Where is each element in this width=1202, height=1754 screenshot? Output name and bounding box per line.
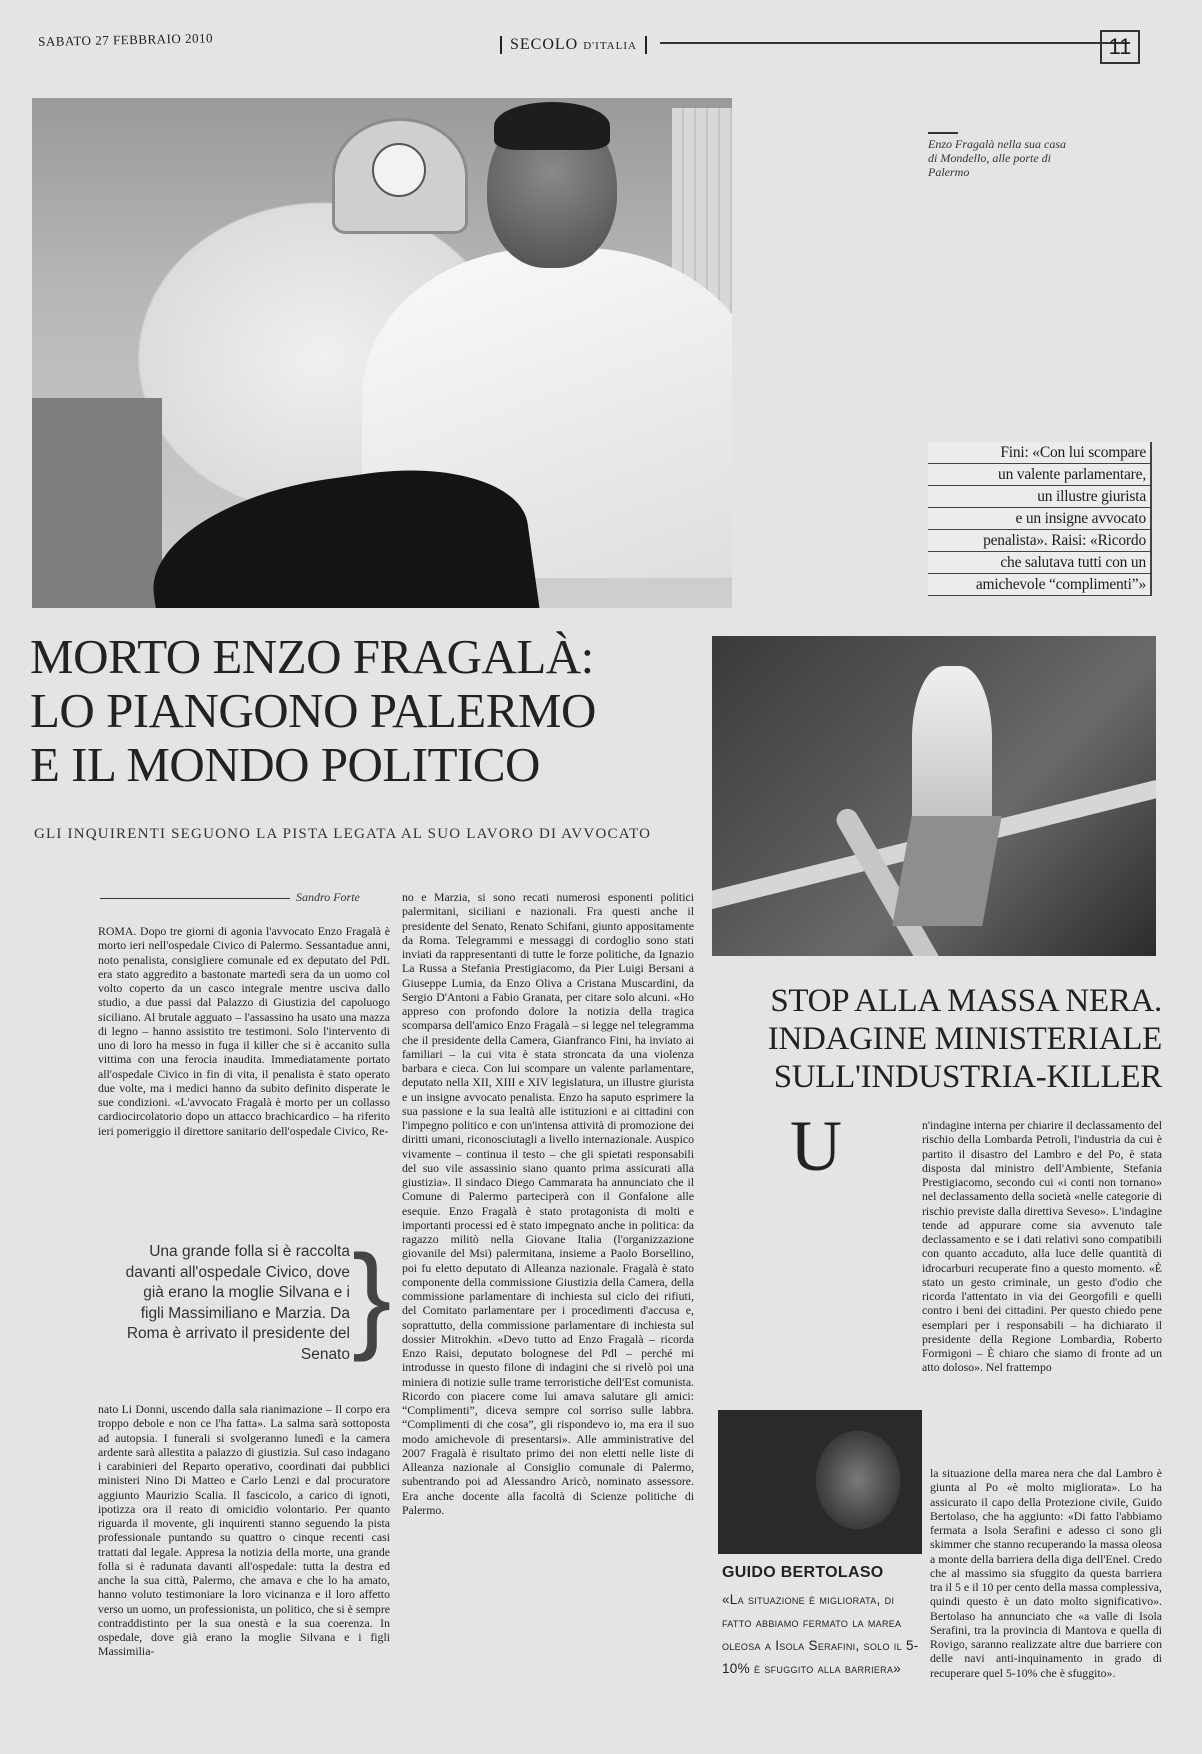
- quote-line: che salutava tutti con un: [928, 552, 1150, 574]
- article-column-2: [402, 890, 694, 1517]
- headline-line: LO PIANGONO PALERMO: [30, 683, 596, 738]
- byline-rule: [100, 898, 290, 899]
- article-text: n'indagine interna per chiarire il declassamento del rischio della Lombarda Petroli, l'industria da cui è partito il disastro del Lambro e del Po, è stata disposta dal ministro dell'Ambiente, Stefania Prestigiacomo, secondo cui «i conti non tornano» nel declassamento della società «nelle categorie di rischio previste dalla direttiva Seveso». L'indagine tende ad appurare come sia avvenuto tale declassamento e se i dati relativi sono compatibili con quanto accaduto, alla luce delle quantità di idrocarburi recuperate fino a questo momento. «È stato un gesto criminale, un gesto d'odio che ricorda l'attentato in via dei Georgofili e quelli contro i beni dei cittadini. Per questo chiedo pene esemplari per i responsabili – ha dichiarato il presidente della Regione Lombardia, Roberto Formigoni – È chiaro che siamo di fronte ad un atto doloso». Nel frattempo: [922, 1118, 1162, 1375]
- article-text: la situazione della marea nera che dal Lambro è giunta al Po «è molto migliorata». Lo ha assicurato il capo della Protezione civile, Guido Bertolaso, che ha aggiunto: «Di fatto l'abbiamo fermata a Isola Serafini e adesso ci sono gli skimmer che stanno recuperando la massa oleosa a monte della barriera della diga dell'Enel. Credo che al massimo sia sfuggito da questa barriera tra il 5 e il 10 per cento della massa complessiva, quindi questo è un dato molto significativo». Bertolaso ha annunciato che «a valle di Isola Serafini, tra la provincia di Mantova e quella di Rovigo, saranno realizzate altre due barriere con delle navi anti-inquinamento in grado di recuperare quel 5-10% che è sfuggito».: [930, 1466, 1162, 1680]
- caption-dash: [928, 132, 958, 134]
- masthead-title: SECOLO: [510, 36, 579, 53]
- masthead-subtitle: D'ITALIA: [583, 40, 637, 52]
- quote-line: un illustre giurista: [928, 486, 1150, 508]
- main-photo: [32, 98, 732, 608]
- masthead: [500, 36, 647, 54]
- issue-date: SABATO 27 FEBBRAIO 2010: [38, 30, 214, 49]
- photo-clock-face: [372, 143, 426, 197]
- article-column-1-continued: [98, 1402, 390, 1659]
- main-headline: [30, 630, 700, 792]
- pull-quote: Una grande folla si è raccolta davanti all'ospedale Civico, dove già erano la moglie Silvana e i figli Massimiliano e Marzia. Da Roma è arrivato il presidente del Senato: [125, 1243, 350, 1363]
- subheadline: GLI INQUIRENTI SEGUONO LA PISTA LEGATA AL SUO LAVORO DI AVVOCATO: [34, 826, 652, 842]
- quote-box: [928, 442, 1152, 596]
- header-rule: [660, 42, 1130, 44]
- quote-line: un valente parlamentare,: [928, 464, 1150, 486]
- second-headline: [716, 982, 1162, 1096]
- quote-line: penalista». Raisi: «Ricordo: [928, 530, 1150, 552]
- headline-line: E IL MONDO POLITICO: [30, 737, 540, 792]
- quote-line: amichevole “complimenti”»: [928, 574, 1150, 596]
- second-article-column-continued: [930, 1466, 1162, 1680]
- headline-line: MORTO ENZO FRAGALÀ:: [30, 629, 594, 684]
- quote-line: Fini: «Con lui scompare: [928, 442, 1150, 464]
- second-article-column: [922, 1118, 1162, 1375]
- article-text: nato Li Donni, uscendo dalla sala rianimazione – Il corpo era troppo debole e non ce l'ha fatta». La salma sarà sottoposta ad autopsia. I funerali si svolgeranno lunedì e la camera ardente sarà allestita a palazzo di giustizia. Sul caso indagano i carabinieri del Reparto operativo, coordinati dai pubblici ministeri Nino Di Matteo e Carlo Lenzi e dal procuratore aggiunto Maurizio Scalia. Il fascicolo, a carico di ignoti, ipotizza ora il reato di omicidio volontario. Per quanto riguarda il movente, gli inquirenti stanno seguendo la pista professionale puntando su quattro o cinque recenti casi trattati dal legale. Appresa la notizia della morte, una grande folla si è radunata davanti all'ospedale: tutta la destra ed anche la sua città, Palermo, che amava e che lo ha amato, hanno voluto testimoniare la loro vicinanza e il loro affetto verso un uomo, un professionista, un politico, che si è sempre contraddistinto per la sua onestà e la sua coerenza. In ospedale, dove già erano la moglie Silvana e i figli Massimilia-: [98, 1402, 390, 1659]
- photo-caption-text: Enzo Fragalà nella sua casa di Mondello, alle porte di Palermo: [928, 137, 1066, 179]
- second-headline-line: INDAGINE MINISTERIALE: [767, 1021, 1162, 1057]
- second-headline-line: SULL'INDUSTRIA-KILLER: [773, 1059, 1162, 1095]
- photo-dark-corner: [32, 398, 162, 608]
- oil-spill-photo: [712, 636, 1156, 956]
- sidebar-quote: «La situazione è migliorata, di fatto abbiamo fermato la marea oleosa a Isola Serafini, solo il 5-10% è sfuggito alla barriera»: [722, 1592, 919, 1676]
- photo-worker-legs: [892, 816, 1001, 926]
- article-text: no e Marzia, si sono recati numerosi esponenti politici palermitani, siciliani e nazionali. Fra questi anche il presidente del Senato, Renato Schifani, giunto appositamente da Roma. Telegrammi e messaggi di cordoglio sono stati inviati da rappresentanti di tutte le forze politiche, da Ignazio La Russa a Stefania Prestigiacomo, da Pier Luigi Bersani a Giuseppe Lumia, da Enzo Oliva a Cristana Muscardini, da Sergio D'Antoni a Fabio Granata, per citare solo alcuni. «Ho appreso con profondo dolore la notizia della tragica scomparsa dell'amico Enzo Fragalà – si legge nel telegramma che il presidente della Camera, Gianfranco Fini, ha inviato ai familiari – la cui vita è stata stroncata da una violenza barbara e cieca. Con lui scompare un valente parlamentare, deputato nella XII, XIII e XIV legislatura, un illustre giurista e un insigne avvocato penalista. Enzo ha saputo esprimere la sua passione e la sua lealtà alle istituzioni e ai cittadini con l'impegno politico e con un'intensa attività di promozione dei diritti umani, riconosciutagli a livello internazionale. Auspico vivamente – continua il testo – che gli spietati responsabili del suo vile assassinio siano quanto prima assicurati alla giustizia». Il sindaco Diego Cammarata ha annunciato che il Comune di Palermo parteciperà con il Gonfalone alle esequie. Enzo Fragalà è stato protagonista di molti e importanti processi ed è stato impegnato anche in politica: da ragazzo militò nella Giovane Italia (l'organizzazione giovanile del Msi) palermitana, insieme a Paolo Borsellino, poi fu eletto deputato di Alleanza nazionale. Fragalà è stato componente della commissione Giustizia della Camera, della commissione parlamentare di inchiesta sul ciclo dei rifiuti, del Comitato parlamentare per i procedimenti d'accusa e, soprattutto, della commissione parlamentare di inchiesta sul dossier Mitrokhin. «Devo tutto ad Enzo Fragalà – ricorda Enzo Raisi, deputato bolognese del Pdl – perché mi introdusse in questo filone di indagini che si rivelò poi una miniera di notizie sulle trame terroristiche dell'Est comunista. Ricordo con piacere come lui amava salutare gli amici: “Complimenti”, diceva sempre col sorriso sulle labbra. “Complimenti di che cosa”, gli rispondevo io, ma era il suo modo amichevole di presentarsi». Alle amministrative del 2007 Fragalà è risultato primo dei non eletti nelle liste di Alleanza nazionale al Consiglio comunale di Palermo, subentrando poi ad Alessandro Aricò, nominato assessore. Era anche docente alla facoltà di Scienze politiche di Palermo.: [402, 890, 694, 1517]
- photo-caption: [928, 132, 1078, 179]
- byline: Sandro Forte: [296, 890, 360, 904]
- second-headline-line: STOP ALLA MASSA NERA.: [770, 983, 1162, 1019]
- article-text: ROMA. Dopo tre giorni di agonia l'avvocato Enzo Fragalà è morto ieri nell'ospedale Civico di Palermo. Sessantadue anni, noto penalista, consigliere comunale ed ex deputato del PdL era stato aggredito a bastonate martedì sera da un uomo col volto coperto da un casco integrale mentre usciva dallo studio, a due passi dal Palazzo di Giustizia del capoluogo siciliano. Al brutale agguato – l'assassino ha usato una mazza di legno – hanno assistito tre testimoni. Solo l'intervento di uno di loro ha messo in fuga il killer che si è accanito sulla vittima con una ferocia inaudita. Immediatamente portato all'ospedale Civico in fin di vita, il penalista è stato operato due volte, ma i medici hanno da subito definito disperate le sue condizioni. «L'avvocato Fragalà è morto per un collasso cardiocircolatorio dopo un attacco brachicardico – ha riferito ieri pomeriggio il direttore sanitario dell'ospedale Civico, Re-: [98, 924, 390, 1138]
- pull-quote-brace: }: [352, 1231, 392, 1363]
- page-number: 11: [1100, 30, 1140, 64]
- bertolaso-photo: [718, 1410, 922, 1554]
- article-column-1: [98, 924, 390, 1138]
- sidebar-name: GUIDO BERTOLASO: [722, 1564, 884, 1581]
- drop-cap: U: [790, 1106, 842, 1186]
- quote-line: e un insigne avvocato: [928, 508, 1150, 530]
- photo-figure-hair: [494, 102, 610, 150]
